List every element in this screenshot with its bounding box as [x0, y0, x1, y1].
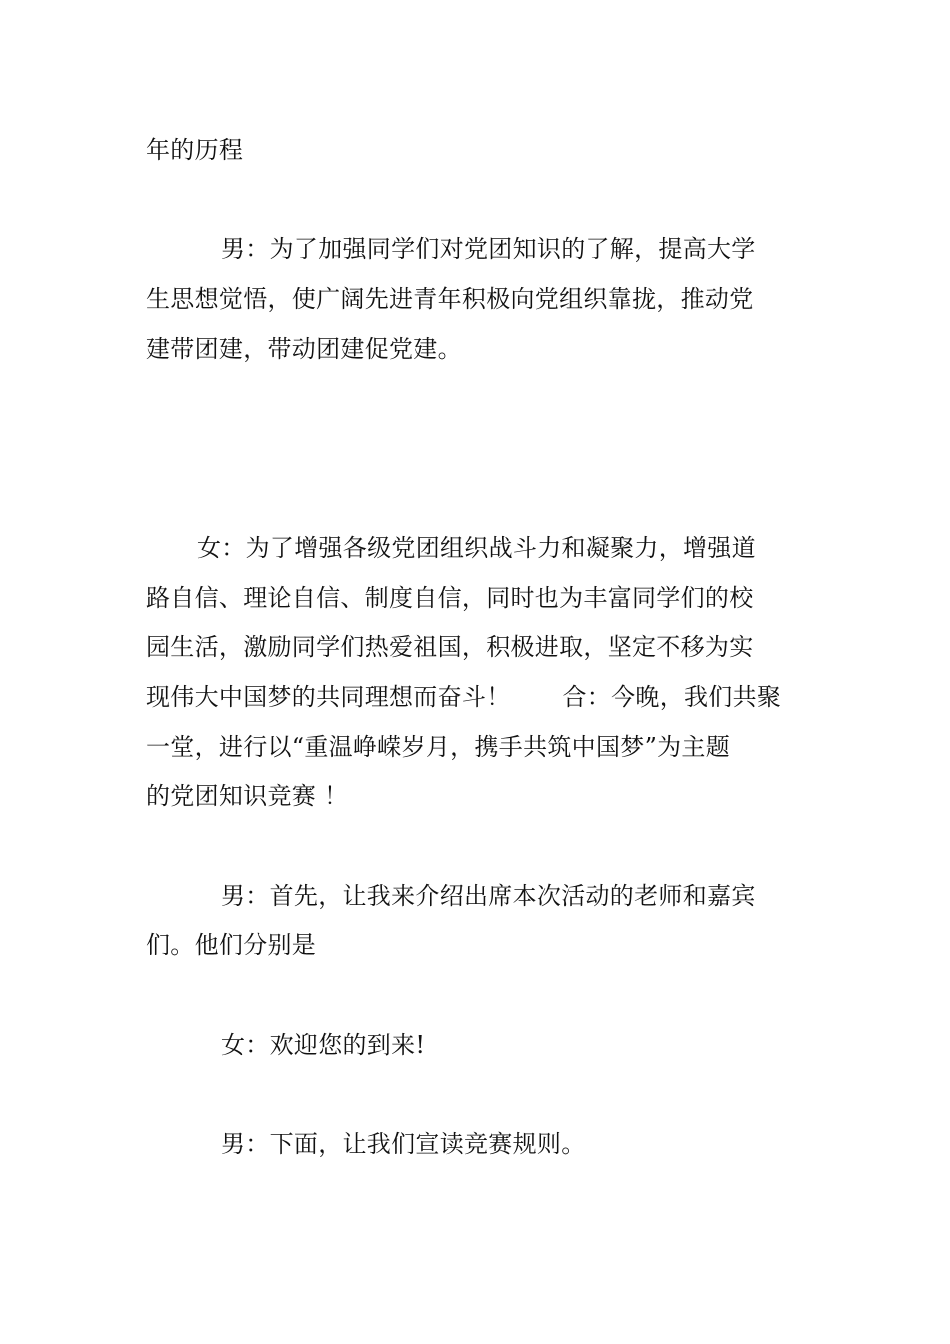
- text-line-12: 们。他们分别是: [146, 931, 317, 959]
- text-line-8: [146, 681, 806, 713]
- text-line-7: 园生活，激励同学们热爱祖国，积极进取，坚定不移为实: [146, 633, 754, 661]
- text-line-2: 男：为了加强同学们对党团知识的了解，提高大学: [221, 235, 756, 263]
- text-line-13: 女：欢迎您的到来!: [221, 1031, 426, 1059]
- text-line-14: 男：下面，让我们宣读竞赛规则。: [221, 1130, 586, 1158]
- text-line-11: 男：首先，让我来介绍出席本次活动的老师和嘉宾: [221, 882, 756, 910]
- text-line-1: 年的历程: [146, 136, 244, 164]
- text-line-10: 的党团知识竞赛 ！: [146, 782, 349, 810]
- text-line-5: 女：为了增强各级党团组织战斗力和凝聚力，增强道: [197, 534, 756, 562]
- text-line-9: 一堂，进行以“重温峥嵘岁月，携手共筑中国梦”为主题: [146, 733, 731, 761]
- text-line-8-part-1: 现伟大中国梦的共同理想而奋斗！: [146, 683, 511, 711]
- text-line-3: 生思想觉悟，使广阔先进青年积极向党组织靠拢，推动党: [146, 285, 754, 313]
- text-line-8-part-2: 合：今晚，我们共聚: [562, 683, 782, 711]
- text-line-6: 路自信、理论自信、制度自信，同时也为丰富同学们的校: [146, 584, 754, 612]
- text-line-4: 建带团建，带动团建促党建。: [146, 335, 462, 363]
